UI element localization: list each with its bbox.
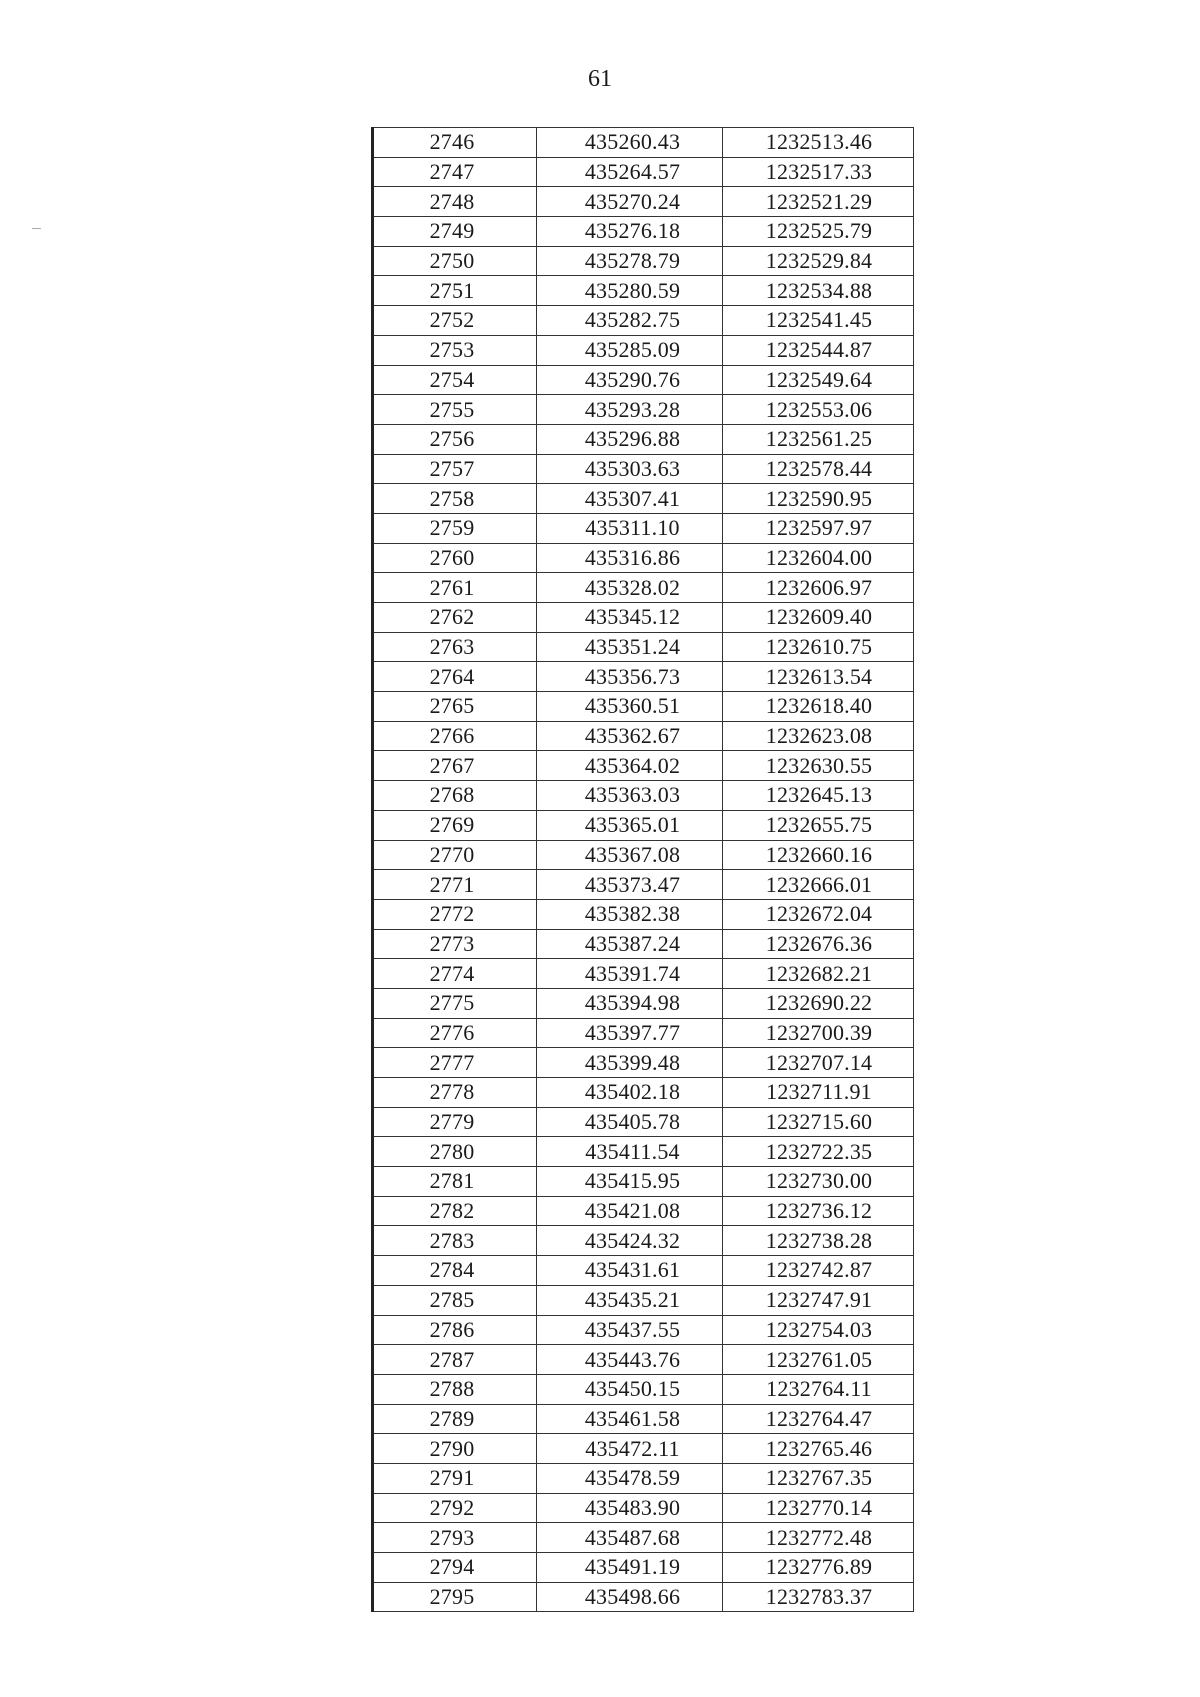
point-number-cell: 2784	[373, 1256, 537, 1286]
point-number-cell: 2779	[373, 1107, 537, 1137]
x-coordinate-cell: 435270.24	[537, 187, 723, 217]
y-coordinate-cell: 1232613.54	[723, 662, 914, 692]
table-row	[373, 187, 914, 217]
y-coordinate-cell: 1232606.97	[723, 573, 914, 603]
table-row	[373, 217, 914, 247]
y-coordinate-cell: 1232730.00	[723, 1167, 914, 1197]
y-coordinate-cell: 1232544.87	[723, 335, 914, 365]
x-coordinate-cell: 435296.88	[537, 424, 723, 454]
y-coordinate-cell: 1232645.13	[723, 781, 914, 811]
y-coordinate-cell: 1232772.48	[723, 1523, 914, 1553]
table-row	[373, 573, 914, 603]
x-coordinate-cell: 435450.15	[537, 1374, 723, 1404]
x-coordinate-cell: 435278.79	[537, 246, 723, 276]
table-row	[373, 959, 914, 989]
x-coordinate-cell: 435415.95	[537, 1167, 723, 1197]
y-coordinate-cell: 1232682.21	[723, 959, 914, 989]
table-row	[373, 751, 914, 781]
point-number-cell: 2774	[373, 959, 537, 989]
x-coordinate-cell: 435461.58	[537, 1404, 723, 1434]
x-coordinate-cell: 435487.68	[537, 1523, 723, 1553]
table-row	[373, 870, 914, 900]
y-coordinate-cell: 1232623.08	[723, 721, 914, 751]
table-row	[373, 1374, 914, 1404]
point-number-cell: 2754	[373, 365, 537, 395]
x-coordinate-cell: 435431.61	[537, 1256, 723, 1286]
point-number-cell: 2747	[373, 157, 537, 187]
x-coordinate-cell: 435311.10	[537, 513, 723, 543]
y-coordinate-cell: 1232722.35	[723, 1137, 914, 1167]
table-row	[373, 1315, 914, 1345]
x-coordinate-cell: 435282.75	[537, 306, 723, 336]
y-coordinate-cell: 1232521.29	[723, 187, 914, 217]
x-coordinate-cell: 435443.76	[537, 1345, 723, 1375]
table-row	[373, 1434, 914, 1464]
point-number-cell: 2772	[373, 899, 537, 929]
x-coordinate-cell: 435362.67	[537, 721, 723, 751]
y-coordinate-cell: 1232783.37	[723, 1582, 914, 1612]
table-row	[373, 1167, 914, 1197]
table-row	[373, 1256, 914, 1286]
table-row	[373, 810, 914, 840]
x-coordinate-cell: 435303.63	[537, 454, 723, 484]
x-coordinate-cell: 435356.73	[537, 662, 723, 692]
point-number-cell: 2748	[373, 187, 537, 217]
y-coordinate-cell: 1232707.14	[723, 1048, 914, 1078]
point-number-cell: 2787	[373, 1345, 537, 1375]
table-row	[373, 1048, 914, 1078]
point-number-cell: 2781	[373, 1167, 537, 1197]
coordinates-table-body	[373, 128, 914, 1612]
point-number-cell: 2750	[373, 246, 537, 276]
y-coordinate-cell: 1232715.60	[723, 1107, 914, 1137]
x-coordinate-cell: 435285.09	[537, 335, 723, 365]
table-row	[373, 543, 914, 573]
point-number-cell: 2768	[373, 781, 537, 811]
point-number-cell: 2746	[373, 128, 537, 158]
table-row	[373, 988, 914, 1018]
y-coordinate-cell: 1232525.79	[723, 217, 914, 247]
coordinates-table	[371, 127, 914, 1612]
table-row	[373, 513, 914, 543]
x-coordinate-cell: 435328.02	[537, 573, 723, 603]
x-coordinate-cell: 435498.66	[537, 1582, 723, 1612]
x-coordinate-cell: 435264.57	[537, 157, 723, 187]
x-coordinate-cell: 435437.55	[537, 1315, 723, 1345]
point-number-cell: 2761	[373, 573, 537, 603]
point-number-cell: 2793	[373, 1523, 537, 1553]
table-row	[373, 721, 914, 751]
table-row	[373, 1226, 914, 1256]
x-coordinate-cell: 435364.02	[537, 751, 723, 781]
point-number-cell: 2794	[373, 1553, 537, 1583]
point-number-cell: 2786	[373, 1315, 537, 1345]
y-coordinate-cell: 1232672.04	[723, 899, 914, 929]
point-number-cell: 2753	[373, 335, 537, 365]
point-number-cell: 2776	[373, 1018, 537, 1048]
table-row	[373, 1582, 914, 1612]
point-number-cell: 2759	[373, 513, 537, 543]
x-coordinate-cell: 435276.18	[537, 217, 723, 247]
x-coordinate-cell: 435483.90	[537, 1493, 723, 1523]
y-coordinate-cell: 1232765.46	[723, 1434, 914, 1464]
y-coordinate-cell: 1232776.89	[723, 1553, 914, 1583]
x-coordinate-cell: 435424.32	[537, 1226, 723, 1256]
y-coordinate-cell: 1232742.87	[723, 1256, 914, 1286]
x-coordinate-cell: 435472.11	[537, 1434, 723, 1464]
y-coordinate-cell: 1232517.33	[723, 157, 914, 187]
y-coordinate-cell: 1232754.03	[723, 1315, 914, 1345]
table-row	[373, 1018, 914, 1048]
y-coordinate-cell: 1232597.97	[723, 513, 914, 543]
y-coordinate-cell: 1232655.75	[723, 810, 914, 840]
x-coordinate-cell: 435478.59	[537, 1463, 723, 1493]
point-number-cell: 2773	[373, 929, 537, 959]
y-coordinate-cell: 1232736.12	[723, 1196, 914, 1226]
point-number-cell: 2783	[373, 1226, 537, 1256]
point-number-cell: 2777	[373, 1048, 537, 1078]
point-number-cell: 2791	[373, 1463, 537, 1493]
table-row	[373, 395, 914, 425]
point-number-cell: 2792	[373, 1493, 537, 1523]
table-row	[373, 306, 914, 336]
x-coordinate-cell: 435280.59	[537, 276, 723, 306]
y-coordinate-cell: 1232700.39	[723, 1018, 914, 1048]
table-row	[373, 246, 914, 276]
table-row	[373, 484, 914, 514]
table-row	[373, 603, 914, 633]
x-coordinate-cell: 435367.08	[537, 840, 723, 870]
point-number-cell: 2760	[373, 543, 537, 573]
y-coordinate-cell: 1232604.00	[723, 543, 914, 573]
x-coordinate-cell: 435293.28	[537, 395, 723, 425]
table-row	[373, 128, 914, 158]
y-coordinate-cell: 1232534.88	[723, 276, 914, 306]
table-row	[373, 157, 914, 187]
point-number-cell: 2775	[373, 988, 537, 1018]
margin-mark	[32, 228, 41, 229]
table-row	[373, 840, 914, 870]
point-number-cell: 2778	[373, 1078, 537, 1108]
point-number-cell: 2752	[373, 306, 537, 336]
y-coordinate-cell: 1232747.91	[723, 1285, 914, 1315]
y-coordinate-cell: 1232529.84	[723, 246, 914, 276]
x-coordinate-cell: 435491.19	[537, 1553, 723, 1583]
point-number-cell: 2788	[373, 1374, 537, 1404]
point-number-cell: 2767	[373, 751, 537, 781]
y-coordinate-cell: 1232770.14	[723, 1493, 914, 1523]
y-coordinate-cell: 1232513.46	[723, 128, 914, 158]
x-coordinate-cell: 435402.18	[537, 1078, 723, 1108]
x-coordinate-cell: 435360.51	[537, 692, 723, 722]
x-coordinate-cell: 435411.54	[537, 1137, 723, 1167]
table-row	[373, 1523, 914, 1553]
point-number-cell: 2769	[373, 810, 537, 840]
point-number-cell: 2785	[373, 1285, 537, 1315]
y-coordinate-cell: 1232738.28	[723, 1226, 914, 1256]
table-row	[373, 929, 914, 959]
y-coordinate-cell: 1232553.06	[723, 395, 914, 425]
table-row	[373, 899, 914, 929]
x-coordinate-cell: 435435.21	[537, 1285, 723, 1315]
x-coordinate-cell: 435373.47	[537, 870, 723, 900]
y-coordinate-cell: 1232767.35	[723, 1463, 914, 1493]
table-row	[373, 1107, 914, 1137]
point-number-cell: 2770	[373, 840, 537, 870]
point-number-cell: 2766	[373, 721, 537, 751]
table-row	[373, 1137, 914, 1167]
x-coordinate-cell: 435387.24	[537, 929, 723, 959]
y-coordinate-cell: 1232590.95	[723, 484, 914, 514]
y-coordinate-cell: 1232610.75	[723, 632, 914, 662]
y-coordinate-cell: 1232764.11	[723, 1374, 914, 1404]
y-coordinate-cell: 1232578.44	[723, 454, 914, 484]
table-row	[373, 692, 914, 722]
point-number-cell: 2763	[373, 632, 537, 662]
table-row	[373, 1078, 914, 1108]
x-coordinate-cell: 435365.01	[537, 810, 723, 840]
table-row	[373, 1345, 914, 1375]
y-coordinate-cell: 1232711.91	[723, 1078, 914, 1108]
point-number-cell: 2780	[373, 1137, 537, 1167]
point-number-cell: 2795	[373, 1582, 537, 1612]
table-row	[373, 1553, 914, 1583]
x-coordinate-cell: 435307.41	[537, 484, 723, 514]
table-row	[373, 1463, 914, 1493]
y-coordinate-cell: 1232609.40	[723, 603, 914, 633]
y-coordinate-cell: 1232561.25	[723, 424, 914, 454]
point-number-cell: 2762	[373, 603, 537, 633]
table-row	[373, 1493, 914, 1523]
y-coordinate-cell: 1232666.01	[723, 870, 914, 900]
table-row	[373, 632, 914, 662]
y-coordinate-cell: 1232630.55	[723, 751, 914, 781]
point-number-cell: 2771	[373, 870, 537, 900]
table-row	[373, 662, 914, 692]
x-coordinate-cell: 435345.12	[537, 603, 723, 633]
y-coordinate-cell: 1232764.47	[723, 1404, 914, 1434]
point-number-cell: 2755	[373, 395, 537, 425]
x-coordinate-cell: 435382.38	[537, 899, 723, 929]
page-number: 61	[588, 66, 612, 92]
y-coordinate-cell: 1232761.05	[723, 1345, 914, 1375]
table-row	[373, 781, 914, 811]
y-coordinate-cell: 1232618.40	[723, 692, 914, 722]
table-row	[373, 365, 914, 395]
point-number-cell: 2751	[373, 276, 537, 306]
table-row	[373, 454, 914, 484]
x-coordinate-cell: 435399.48	[537, 1048, 723, 1078]
point-number-cell: 2782	[373, 1196, 537, 1226]
table-row	[373, 1404, 914, 1434]
x-coordinate-cell: 435363.03	[537, 781, 723, 811]
y-coordinate-cell: 1232690.22	[723, 988, 914, 1018]
x-coordinate-cell: 435394.98	[537, 988, 723, 1018]
point-number-cell: 2789	[373, 1404, 537, 1434]
x-coordinate-cell: 435290.76	[537, 365, 723, 395]
x-coordinate-cell: 435391.74	[537, 959, 723, 989]
point-number-cell: 2758	[373, 484, 537, 514]
y-coordinate-cell: 1232549.64	[723, 365, 914, 395]
y-coordinate-cell: 1232541.45	[723, 306, 914, 336]
point-number-cell: 2757	[373, 454, 537, 484]
table-row	[373, 276, 914, 306]
table-row	[373, 1196, 914, 1226]
y-coordinate-cell: 1232660.16	[723, 840, 914, 870]
x-coordinate-cell: 435405.78	[537, 1107, 723, 1137]
point-number-cell: 2764	[373, 662, 537, 692]
table-row	[373, 424, 914, 454]
point-number-cell: 2749	[373, 217, 537, 247]
table-row	[373, 335, 914, 365]
x-coordinate-cell: 435260.43	[537, 128, 723, 158]
point-number-cell: 2765	[373, 692, 537, 722]
x-coordinate-cell: 435351.24	[537, 632, 723, 662]
y-coordinate-cell: 1232676.36	[723, 929, 914, 959]
point-number-cell: 2790	[373, 1434, 537, 1464]
table-row	[373, 1285, 914, 1315]
x-coordinate-cell: 435421.08	[537, 1196, 723, 1226]
x-coordinate-cell: 435316.86	[537, 543, 723, 573]
point-number-cell: 2756	[373, 424, 537, 454]
x-coordinate-cell: 435397.77	[537, 1018, 723, 1048]
